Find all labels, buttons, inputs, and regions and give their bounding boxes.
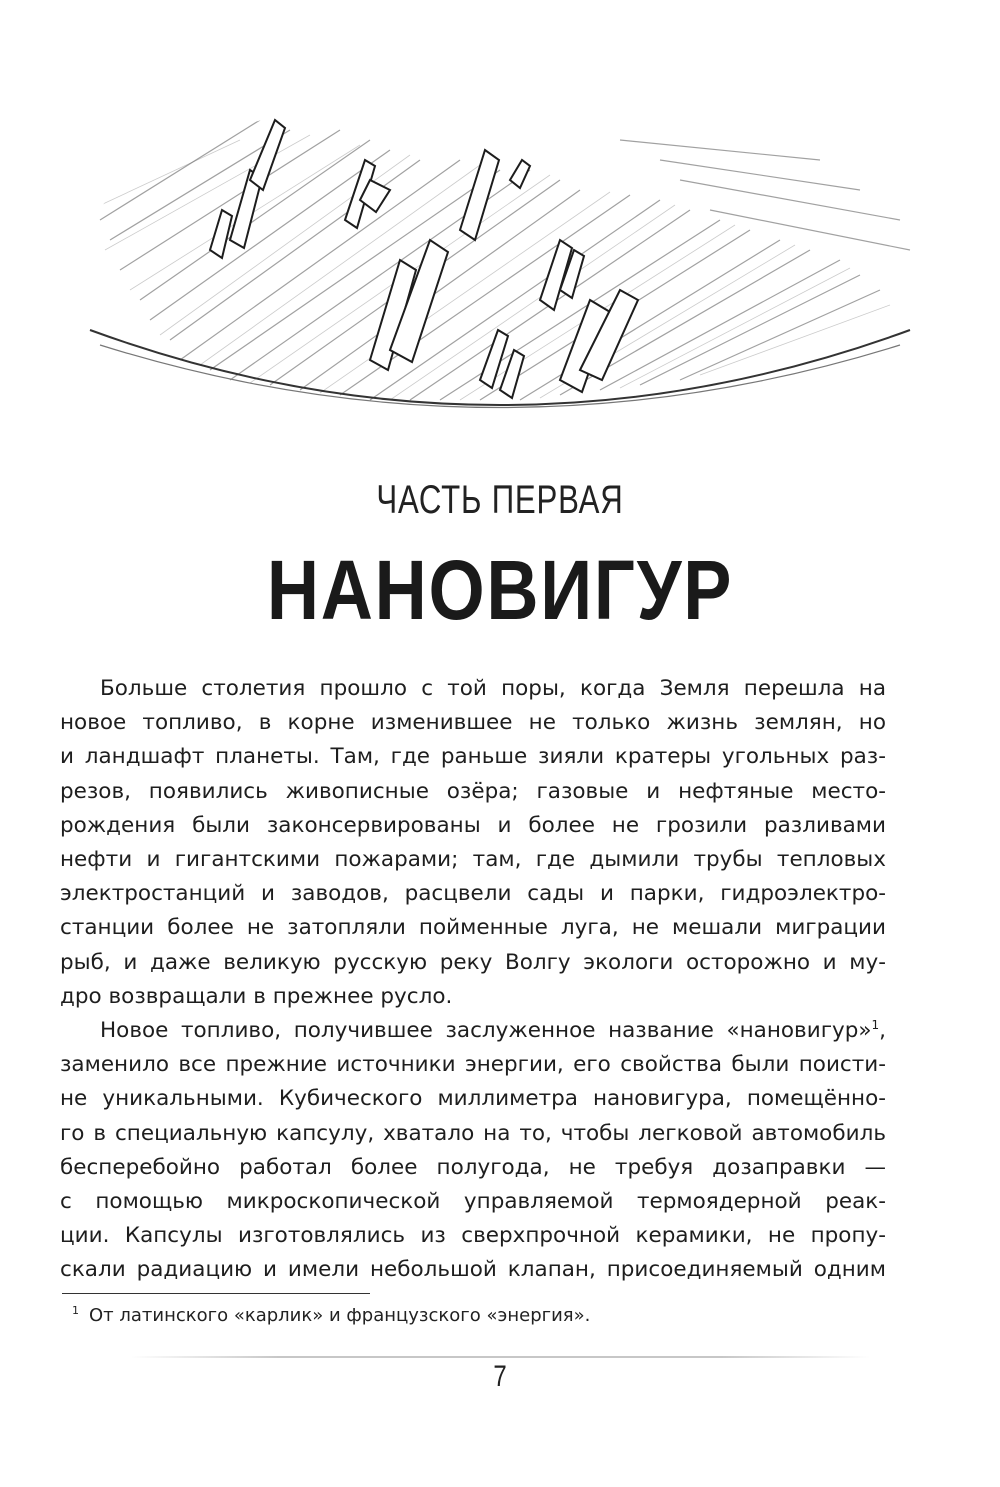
text-line: рождения были законсервированы и более не грозили разливами — [60, 812, 886, 838]
part-label: ЧАСТЬ ПЕРВАЯ — [376, 478, 624, 522]
text-line: бесперебойно работал более полугода, не требуя дозаправки — — [60, 1154, 886, 1180]
text-line: го в специальную капсулу, хватало на то, чтобы легковой автомобиль — [60, 1120, 886, 1146]
footnote-ref[interactable]: 1 — [871, 1017, 880, 1032]
text-line: ции. Капсулы изготовлялись из сверхпрочной керамики, не пропу- — [60, 1223, 886, 1249]
text-line — [60, 1014, 886, 1048]
text-line: рыб, и даже великую русскую реку Волгу экологи осторожно и му- — [60, 949, 886, 975]
page-bottom-divider — [130, 1356, 870, 1358]
body-text — [60, 672, 886, 1288]
paragraph2-start-tail: , — [879, 1018, 886, 1044]
text-line: заменило все прежние источники энергии, его свойства были поисти- — [60, 1052, 886, 1078]
footnote-text: От латинского «карлик» и французского «энергия». — [89, 1305, 591, 1326]
page-number: 7 — [493, 1360, 507, 1393]
footnote-marker: 1 — [72, 1304, 79, 1317]
text-line-last: дро возвращали в прежнее русло. — [60, 983, 453, 1009]
chapter-title: НАНОВИГУР — [266, 543, 734, 637]
spaceships-illustration — [60, 100, 940, 440]
chapter-illustration — [60, 100, 940, 440]
text-line: и ландшафт планеты. Там, где раньше зияли кратеры угольных раз- — [60, 744, 886, 770]
text-line: Больше столетия прошло с той поры, когда Земля перешла на — [100, 676, 886, 701]
text-line: резов, появились живописные озёра; газовые и нефтяные место- — [60, 778, 886, 804]
text-line: станции более не затопляли пойменные луга, не мешали миграции — [60, 915, 886, 941]
text-line: не уникальными. Кубического миллиметра нановигура, помещённо- — [60, 1086, 886, 1112]
text-line: электростанций и заводов, расцвели сады и парки, гидроэлектро- — [60, 881, 886, 907]
text-line: скали радиацию и имели небольшой клапан, присоединяемый одним — [60, 1257, 886, 1283]
footnote — [72, 1305, 892, 1326]
text-line: новое топливо, в корне изменившее не только жизнь землян, но — [60, 710, 886, 736]
text-line: с помощью микроскопической управляемой термоядерной реак- — [60, 1189, 886, 1215]
text-line: нефти и гигантскими пожарами; там, где дымили трубы тепловых — [60, 847, 886, 873]
paragraph2-start: Новое топливо, получившее заслуженное название «нановигур» — [100, 1018, 872, 1044]
footnote-divider — [62, 1293, 370, 1294]
